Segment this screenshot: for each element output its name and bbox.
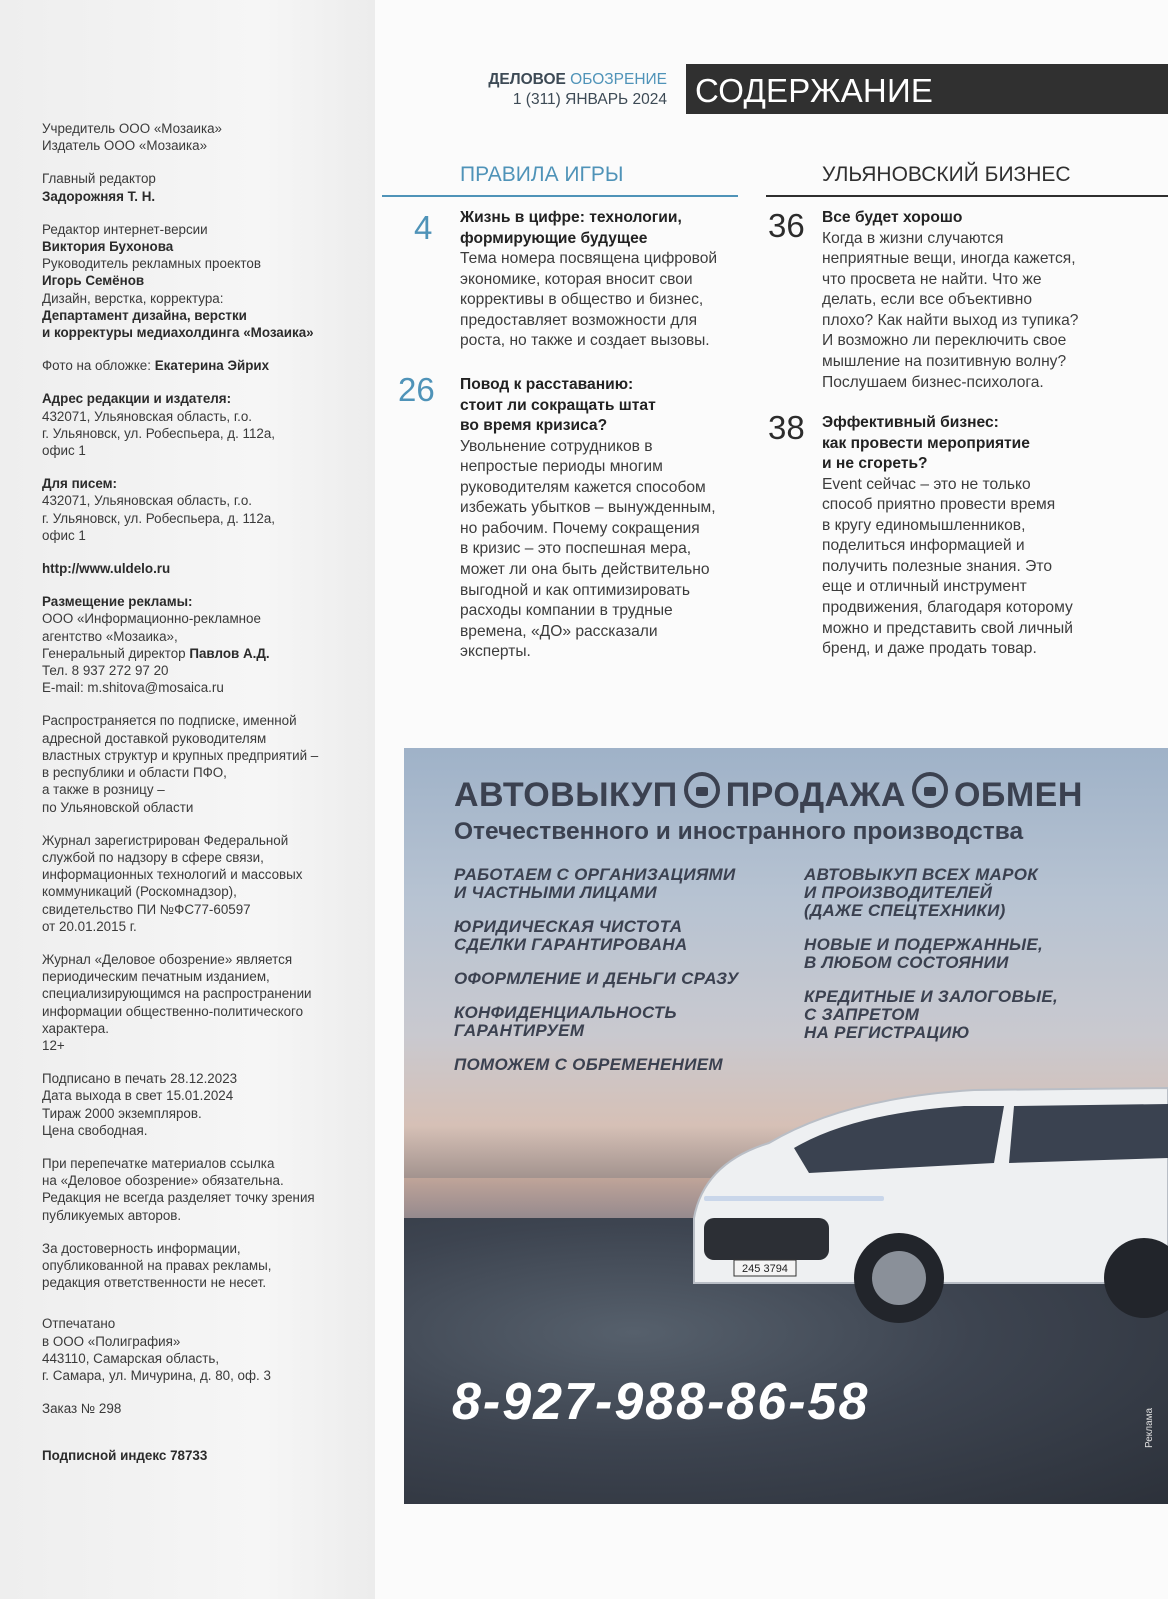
imprint-sidebar [0,0,375,1599]
imprint-print-dates: Подписано в печать 28.12.2023 Дата выхода в свет 15.01.2024 Тираж 2000 экземпляров. Цена свободная. [42,1071,238,1138]
imprint-cover-photo: Фото на обложке: Екатерина Эйрих [42,358,270,374]
toc-page-number: 4 [414,209,433,246]
imprint-mail-address: Для писем: 432071, Ульяновская область, г.о. г. Ульяновск, ул. Робеспьера, д. 112а, офис 1 [42,476,276,543]
van-grille [704,1218,829,1260]
imprint-chief-editor: Главный редактор Задорожняя Т. Н. [42,171,156,204]
toc-entry-title: Повод к расставанию: стоит ли сокращать штат во время кризиса? [460,376,656,434]
imprint-block [42,120,362,1481]
ad-phone-number[interactable]: 8-927-988-86-58 [452,1373,870,1431]
toc-entry[interactable] [398,371,760,663]
toc-entry-description: Увольнение сотрудников в непростые периоды многим руководителям кажется способом избежать убытков – вынужденным, но рабочим. Почему сокращения в кризис – это поспешная мера, может ли она быть действительно выгодной и как оптимизировать расходы компании в трудные времена, «ДО» рассказали эксперты. [460,437,716,661]
steering-wheel-icon [684,772,720,808]
car-buyout-advertisement [404,748,1168,1504]
ad-service-item: ПОМОЖЕМ С ОБРЕМЕНЕНИЕМ [454,1055,723,1074]
section-divider [382,195,738,197]
toc-page-number: 36 [768,207,805,244]
ad-service-item: АВТОВЫКУП ВСЕХ МАРОК И ПРОИЗВОДИТЕЛЕЙ (ДАЖЕ СПЕЦТЕХНИКИ) [804,865,1039,920]
ad-services-left [454,866,739,1090]
issue-header [480,70,667,110]
section-divider [766,195,1168,197]
toc-entry[interactable] [768,207,1122,393]
toc-entry-description: Тема номера посвящена цифровой экономике, которая вносит свои коррективы в общество и бизнес, предоставляет возможности для роста, но также и создает вызовы. [460,250,718,350]
toc-entry-description: Когда в жизни случаются неприятные вещи, иногда кажется, что просвета не найти. Что же делать, если все объективно плохо? Как найти выход из тупика? И возможно ли переключить свое мышление на позитивную волну? Послушаем бизнес-психолога. [822,229,1079,391]
ad-service-item: ЮРИДИЧЕСКАЯ ЧИСТОТА СДЕЛКИ ГАРАНТИРОВАНА [454,917,688,954]
toc-entry-title: Жизнь в цифре: технологии, формирующие будущее [460,209,682,247]
contents-title-bar [686,64,1168,114]
license-plate: 245 3794 [742,1263,788,1275]
imprint-distribution: Распространяется по подписке, именной адресной доставкой руководителям властных структур и крупных предприятий – в республики и области ПФО, а также в розницу – по Ульяновской области [42,713,319,815]
imprint-journal-status: Журнал «Деловое обозрение» является периодическим печатным изданием, специализирующимся на распространении информации общественно-политического характера. 12+ [42,951,362,1054]
imprint-website[interactable]: http://www.uldelo.ru [42,561,171,577]
imprint-founder: Учредитель ООО «Мозаика» Издатель ООО «Мозаика» [42,121,223,154]
section-heading-business: УЛЬЯНОВСКИЙ БИЗНЕС [822,163,1071,186]
imprint-editorial-address: Адрес редакции и издателя: 432071, Ульяновская область, г.о. г. Ульяновск, ул. Робеспьера, д. 112а, офис 1 [42,391,276,459]
imprint-registration: Журнал зарегистрирован Федеральной службой по надзору в сфере связи, информационных технологий и массовых коммуникаций (Роскомнадзор), свидетельство ПИ №ФС77-60597 от 20.01.2015 г. [42,832,303,934]
ad-service-item: ОФОРМЛЕНИЕ И ДЕНЬГИ СРАЗУ [454,969,739,988]
toc-entry[interactable] [414,208,760,352]
imprint-reprint-notice: При перепечатке материалов ссылка на «Деловое обозрение» обязательна. Редакция не всегда разделяет точку зрения публикуемых авторов. [42,1155,315,1223]
steering-wheel-icon [912,772,948,808]
section-heading-rules: ПРАВИЛА ИГРЫ [460,163,624,186]
toc-entry-title: Эффективный бизнес: как провести мероприятие и не сгореть? [822,414,1030,472]
age-rating: 12+ [42,1037,65,1053]
imprint-subscription-index: Подписной индекс 78733 [42,1448,208,1464]
ad-service-item: НОВЫЕ И ПОДЕРЖАННЫЕ, В ЛЮБОМ СОСТОЯНИИ [804,935,1043,972]
imprint-printing: Отпечатано в ООО «Полиграфия» 443110, Самарская область, г. Самара, ул. Мичурина, д. 80, оф. 3 [42,1316,271,1383]
ad-headline: АВТОВЫКУП ПРОДАЖА ОБМЕН [454,772,1083,815]
minivan-image [674,1068,1168,1328]
issue-number: 1 (311) ЯНВАРЬ 2024 [512,91,667,108]
ad-label: Реклама [1144,1407,1155,1448]
page-title: СОДЕРЖАНИЕ [695,72,934,109]
imprint-disclaimer: За достоверность информации, опубликованной на правах рекламы, редакция ответственности не несет. [42,1240,272,1291]
ad-service-item: КРЕДИТНЫЕ И ЗАЛОГОВЫЕ, С ЗАПРЕТОМ НА РЕГИСТРАЦИЮ [804,987,1058,1042]
ad-service-item: РАБОТАЕМ С ОРГАНИЗАЦИЯМИ И ЧАСТНЫМИ ЛИЦАМИ [454,865,736,902]
magazine-brand: ДЕЛОВОЕ ОБОЗРЕНИЕ [488,71,667,88]
toc-page-number: 38 [768,409,805,446]
toc-entry[interactable] [768,409,1122,660]
imprint-staff: Редактор интернет-версии Виктория Бухонова Руководитель рекламных проектов Игорь Семёнов Дизайн, верстка, корректура: Департамент дизайна, верстки и корректуры медиахолдинга «Мозаика» [42,221,314,341]
imprint-order: Заказ № 298 [42,1401,122,1417]
toc-entry-description: Event сейчас – это не только способ приятно провести время в кругу единомышленников, поделиться информацией и получить полезные знания. Это еще и отличный инструмент продвижения, благодаря которому можно и представить свой личный бренд, и даже продать товар. [822,475,1073,658]
toc-page-number: 26 [398,371,435,408]
imprint-advertising: Размещение рекламы: ООО «Информационно-рекламное агентство «Мозаика», Генеральный директор Павлов А.Д. Тел. 8 937 272 97 20 E-mail: m.shitova@mosaica.ru [42,594,270,696]
toc-entry-title: Все будет хорошо [822,209,963,226]
ad-services-right [804,866,1058,1058]
ad-service-item: КОНФИДЕНЦИАЛЬНОСТЬ ГАРАНТИРУЕМ [454,1003,677,1040]
ad-subheadline: Отечественного и иностранного производства [454,818,1024,845]
